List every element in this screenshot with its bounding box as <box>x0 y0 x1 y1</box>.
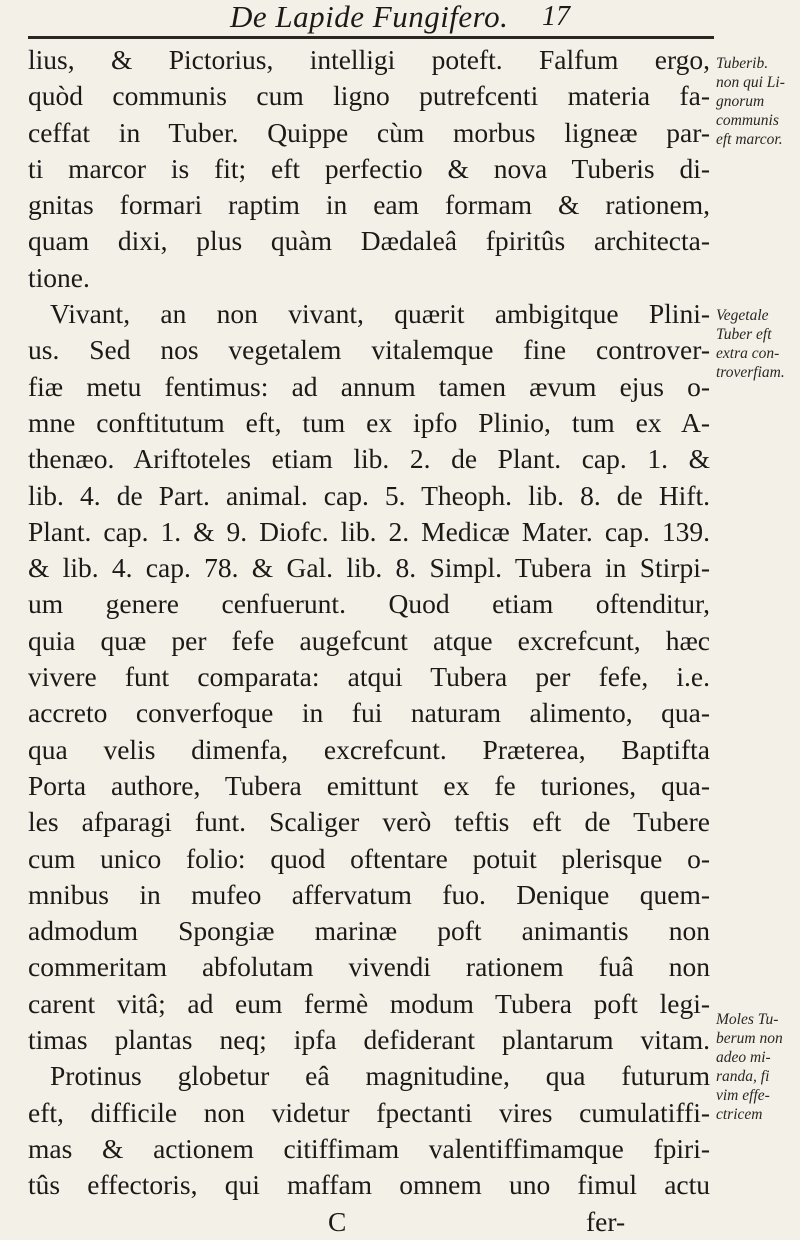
text-line: eft, difficile non videtur fpectanti vires cumulatiffi- <box>28 1096 710 1128</box>
text-line: commeritam abfolutam vivendi rationem fuâ non <box>28 951 710 983</box>
marginal-note-line: Tuberib. <box>716 55 769 72</box>
text-line: quòd communis cum ligno putrefcenti materia fa- <box>28 80 710 112</box>
text-line: mnibus in mufeo affervatum fuo. Denique quem- <box>28 878 710 910</box>
marginal-note-line: Moles Tu- <box>716 1011 779 1028</box>
header-rule <box>28 36 714 39</box>
text-line: mne conftitutum eft, tum ex ipfo Plinio, tum ex A- <box>28 406 710 438</box>
text-line: um genere cenfuerunt. Quod etiam oftenditur, <box>28 588 710 620</box>
text-line: Plant. cap. 1. & 9. Diofc. lib. 2. Medicæ Mater. cap. 139. <box>28 515 710 547</box>
text-line: & lib. 4. cap. 78. & Gal. lib. 8. Simpl. Tubera in Stirpi- <box>28 552 710 584</box>
text-line: Vivant, an non vivant, quærit ambigitque Plini- <box>50 298 710 330</box>
text-line: thenæo. Ariftoteles etiam lib. 2. de Plant. cap. 1. & <box>28 443 710 475</box>
marginal-note-line: Vegetale <box>716 307 769 324</box>
text-line: lib. 4. de Part. animal. cap. 5. Theoph. lib. 8. de Hift. <box>28 479 710 511</box>
text-line: us. Sed nos vegetalem vitalemque fine controver- <box>28 334 710 366</box>
text-line: ti marcor is fit; eft perfectio & nova Tuberis di- <box>28 152 710 184</box>
text-line: Protinus globetur eâ magnitudine, qua futurum <box>50 1060 710 1092</box>
text-line: tione. <box>28 261 90 293</box>
marginal-note <box>716 1010 800 1124</box>
running-head-title: De Lapide Fungifero. <box>230 0 509 34</box>
text-line: carent vitâ; ad eum fermè modum Tubera poft legi- <box>28 987 710 1019</box>
marginal-note-line: troverfiam. <box>716 364 785 381</box>
marginal-note <box>716 54 800 149</box>
text-line: admodum Spongiæ marinæ poft animantis non <box>28 915 710 947</box>
text-line: tûs effectoris, qui maffam omnem uno fimul actu <box>28 1169 710 1201</box>
text-line: accreto converfoque in fui naturam alimento, qua- <box>28 697 710 729</box>
text-line: lius, & Pictorius, intelligi poteft. Falfum ergo, <box>28 44 710 75</box>
signature-mark: C <box>328 1205 347 1237</box>
body-text <box>28 42 710 1240</box>
catchword: fer- <box>586 1205 626 1237</box>
text-line: ceffat in Tuber. Quippe cùm morbus ligneæ par- <box>28 116 710 148</box>
marginal-note-line: non qui Li- <box>716 74 785 91</box>
marginal-note-line: ctricem <box>716 1106 763 1123</box>
marginal-note-line: randa, fi <box>716 1068 770 1085</box>
text-line: fiæ metu fentimus: ad annum tamen ævum ejus o- <box>28 370 710 402</box>
marginal-note-line: vim effe- <box>716 1087 770 1104</box>
page-number: 17 <box>542 1 570 32</box>
text-line: timas plantas neq; ipfa defiderant plantarum vitam. <box>28 1024 710 1056</box>
text-line: Porta authore, Tubera emittunt ex fe turiones, qua- <box>28 769 710 801</box>
text-line: quia quæ per fefe augefcunt atque excrefcunt, hæc <box>28 624 710 656</box>
text-line: vivere funt comparata: atqui Tubera per fefe, i.e. <box>28 661 710 693</box>
marginal-note-line: Tuber eft <box>716 326 772 343</box>
text-line: mas & actionem citiffimam valentiffimamque fpiri- <box>28 1132 710 1164</box>
marginal-note-line: communis <box>716 112 779 129</box>
marginal-note-line: extra con- <box>716 345 780 362</box>
text-line: qua velis dimenfa, excrefcunt. Præterea, Baptifta <box>28 733 710 765</box>
marginal-note-line: gnorum <box>716 93 765 110</box>
catchword-line <box>28 1204 710 1240</box>
marginal-note <box>716 306 800 382</box>
text-line: cum unico folio: quod oftentare potuit plerisque o- <box>28 842 710 874</box>
text-line: gnitas formari raptim in eam formam & rationem, <box>28 189 710 221</box>
running-head <box>230 0 570 34</box>
marginal-note-line: berum non <box>716 1030 783 1047</box>
marginal-note-line: eft marcor. <box>716 131 783 148</box>
text-line: les afparagi funt. Scaliger verò teftis eft de Tubere <box>28 806 710 838</box>
text-line: quam dixi, plus quàm Dædaleâ fpiritûs architecta- <box>28 225 710 257</box>
marginal-note-line: adeo mi- <box>716 1049 771 1066</box>
